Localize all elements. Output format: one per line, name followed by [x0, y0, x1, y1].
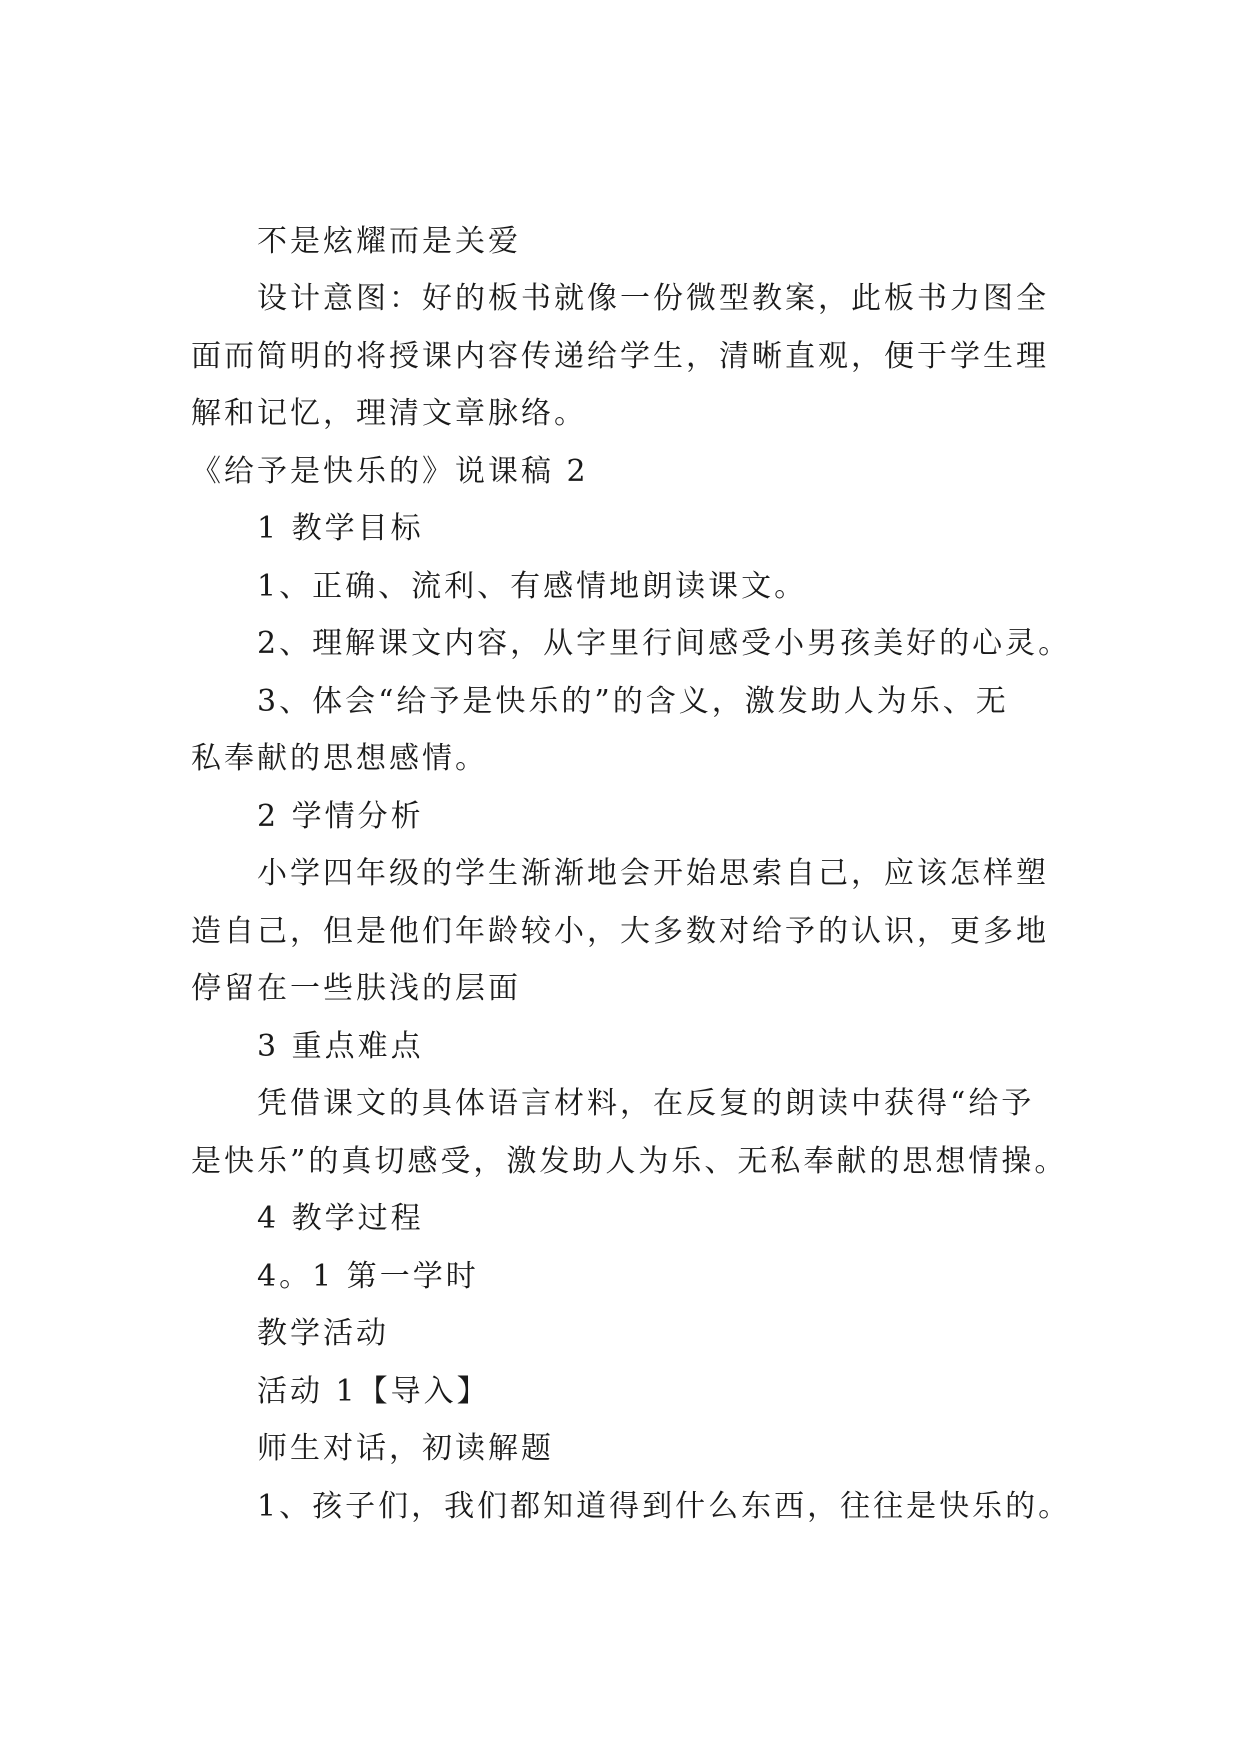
heading-line: 2 学情分析	[257, 799, 424, 834]
paragraph-line: 教学活动	[257, 1316, 389, 1351]
paragraph-line: 不是炫耀而是关爱	[257, 224, 521, 259]
paragraph-line: 2、理解课文内容，从字里行间感受小男孩美好的心灵。	[257, 626, 1072, 661]
paragraph-line: 是快乐”的真切感受，激发助人为乐、无私奉献的思想情操。	[191, 1144, 1068, 1179]
paragraph-line: 停留在一些肤浅的层面	[191, 971, 521, 1006]
paragraph-line: 1、孩子们，我们都知道得到什么东西，往往是快乐的。	[257, 1489, 1072, 1524]
heading-line: 4。1 第一学时	[257, 1259, 479, 1294]
paragraph-line: 师生对话，初读解题	[257, 1431, 554, 1466]
paragraph-line: 面而简明的将授课内容传递给学生，清晰直观，便于学生理	[191, 339, 1049, 374]
heading-line: 3 重点难点	[257, 1029, 424, 1064]
heading-line: 4 教学过程	[257, 1201, 424, 1236]
paragraph-line: 造自己，但是他们年龄较小，大多数对给予的认识，更多地	[191, 914, 1049, 949]
paragraph-line: 小学四年级的学生渐渐地会开始思索自己，应该怎样塑	[257, 856, 1049, 891]
paragraph-line: 凭借课文的具体语言材料，在反复的朗读中获得“给予	[257, 1086, 1035, 1121]
paragraph-line: 1、正确、流利、有感情地朗读课文。	[257, 569, 808, 604]
paragraph-line: 活动 1【导入】	[257, 1374, 490, 1409]
section-title: 《给予是快乐的》说课稿 2	[191, 454, 589, 489]
paragraph-line: 设计意图：好的板书就像一份微型教案，此板书力图全	[257, 281, 1049, 316]
paragraph-line: 解和记忆，理清文章脉络。	[191, 396, 587, 431]
paragraph-line: 私奉献的思想感情。	[191, 741, 488, 776]
heading-line: 1 教学目标	[257, 511, 424, 546]
paragraph-line: 3、体会“给予是快乐的”的含义，激发助人为乐、无	[257, 684, 1009, 719]
